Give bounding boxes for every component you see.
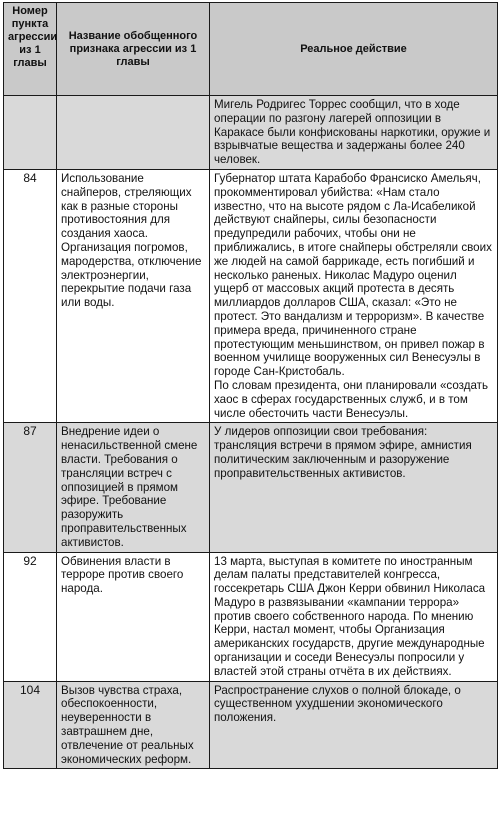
table-row xyxy=(4,169,498,422)
row-feature: Внедрение идеи о ненасильственной смене власти. Требования о трансляции встреч с оппозицией в прямом эфире. Требование разоружить проправительственных активистов. xyxy=(57,423,210,552)
row-number xyxy=(4,96,57,170)
table-body xyxy=(4,96,498,769)
row-action xyxy=(210,552,498,681)
row-action-paragraph: По словам президента, они планировали «создать хаос в сферах государственных служб, и в том числе обесточить части Венесуэлы. xyxy=(214,378,489,420)
row-number: 84 xyxy=(4,169,57,422)
header-row xyxy=(4,3,498,96)
row-number: 87 xyxy=(4,423,57,552)
row-number: 92 xyxy=(4,552,57,681)
header-real-action: Реальное действие xyxy=(210,3,498,96)
row-action-paragraph: Мигель Родригес Торрес сообщил, что в ходе операции по разгону лагерей оппозиции в Каракасе были конфискованы наркотики, оружие и взрывчатые вещества и задержаны более 240 человек. xyxy=(214,98,491,167)
row-action-paragraph: Губернатор штата Карабобо Франсиско Амельяч, прокомментировал убийства: «Нам стало известно, что на высоте рядом с Ла-Исабеликой действуют снайперы, силы безопасности предупредили рабочих, чтобы они не приближались, в итоге снайперы обстреляли своих же людей на самой баррикаде, есть погибший и несколько раненых. Николас Мадуро оценил ущерб от массовых акций протеста в десять миллиардов долларов США, сказал: «Это не протест. Это вандализм и терроризм». В качестве примера вреда, причиненного стране протестующим меньшинством, он привел пожар в военном училище вооруженных сил Венесуэлы в городе Сан-Кристобаль. xyxy=(214,171,492,379)
table-row xyxy=(4,681,498,769)
row-action-paragraph: Распространение слухов о полной блокаде, о существенном ухудшении экономического положения. xyxy=(214,683,461,725)
row-feature: Обвинения власти в терроре против своего народа. xyxy=(57,552,210,681)
row-number: 104 xyxy=(4,681,57,769)
table-row xyxy=(4,423,498,552)
header-feature-name: Название обобщенного признака агрессии из 1 главы xyxy=(57,3,210,96)
row-action xyxy=(210,96,498,170)
row-action xyxy=(210,169,498,422)
aggression-table xyxy=(3,2,498,769)
row-action xyxy=(210,423,498,552)
row-action xyxy=(210,681,498,769)
row-action-paragraph: 13 марта, выступая в комитете по иностранным делам палаты представителей конгресса, госсекретарь США Джон Керри обвинил Николаса Мадуро в развязывании «кампании террора» против своего собственного народа. По мнению Керри, настал момент, чтобы Организация американских государств, другие международные организации и соседи Венесуэлы попросили у властей этой страны отчёта в их действиях. xyxy=(214,554,486,678)
row-feature: Вызов чувства страха, обеспокоенности, неуверенности в завтрашнем дне, отвлечение от реальных экономических реформ. xyxy=(57,681,210,769)
row-action-paragraph: У лидеров оппозиции свои требования: трансляция встречи в прямом эфире, амнистия политическим заключенным и разоружение проправительственных активистов. xyxy=(214,425,472,480)
header-item-number: Номер пункта агрессии из 1 главы xyxy=(4,3,57,96)
table-row xyxy=(4,96,498,170)
table-row xyxy=(4,552,498,681)
row-feature: Использование снайперов, стреляющих как в разные стороны противостояния для создания хаоса. Организация погромов, мародерства, отключение электроэнергии, перекрытие подачи газа или воды. xyxy=(57,169,210,422)
row-feature xyxy=(57,96,210,170)
table-header xyxy=(4,3,498,96)
